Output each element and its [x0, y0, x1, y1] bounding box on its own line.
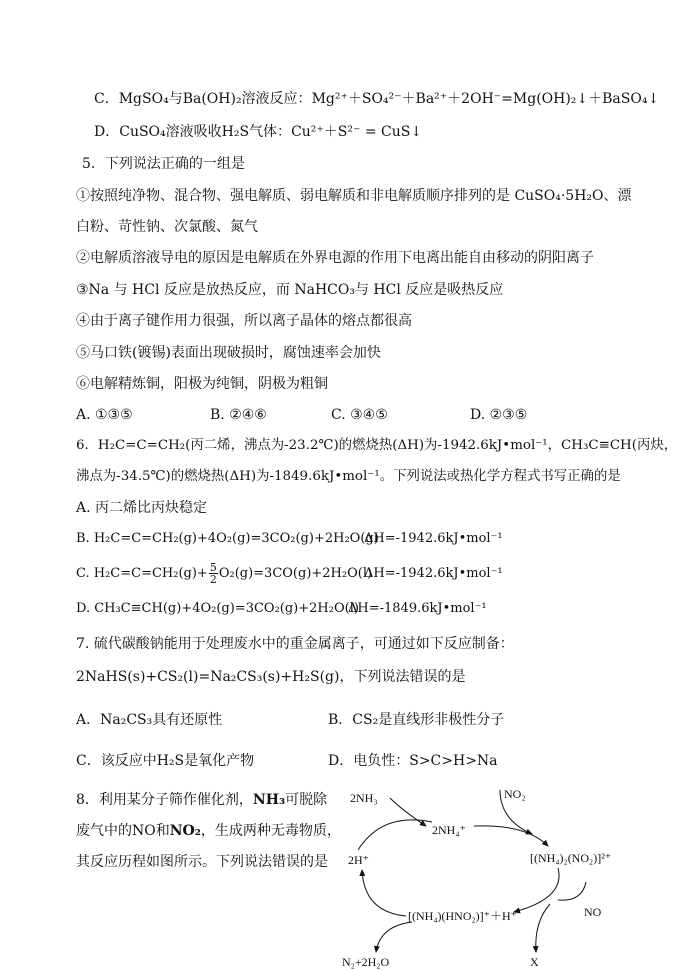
label-h-plus: 2H⁺ [348, 853, 369, 867]
q5-statement-4: ④由于离子键作用力很强，所以离子晶体的熔点都很高 [76, 313, 412, 329]
q4-d-equation: Cu²⁺＋S²⁻ = CuS↓ [291, 124, 423, 140]
label-complex1: [(NH₄)₂(NO₂)]²⁺ [530, 851, 612, 865]
q7-stem: 7. 硫代碳酸钠能用于处理废水中的重金属离子，可通过如下反应制备： [76, 636, 514, 652]
q8-stem-nh3: NH₃ [252, 792, 286, 808]
label-x: X [530, 955, 539, 969]
q4-c-equation: Mg²⁺＋SO₄²⁻＋Ba²⁺＋2OH⁻=Mg(OH)₂↓＋BaSO₄↓ [311, 91, 660, 107]
label-products: N₂+2H₂O [342, 955, 390, 969]
q7-equation: 2NaHS(s)+CS₂(l)=Na₂CS₃(s)+H₂S(g) [76, 669, 340, 685]
q4-option-c [94, 89, 659, 109]
q6-option-c-left: C. H₂C=C=CH₂(g)+ [76, 566, 208, 581]
q5-statement-3: ③Na 与 HCl 反应是放热反应，而 NaHCO₃与 HCl 反应是吸热反应 [76, 282, 504, 298]
q8-stem-line2-c: ，生成两种无毒物质， [200, 823, 341, 839]
q6-option-c-dh: ΔH=-1942.6kJ•mol⁻¹ [364, 566, 503, 581]
fraction-denominator: 2 [209, 573, 217, 586]
arrow-products-out [376, 922, 412, 952]
q5-statement-1b: 白粉、苛性钠、次氯酸、氮气 [76, 219, 258, 235]
q6-option-c-right: O₂(g)=3CO(g)+2H₂O(l) [218, 566, 373, 581]
q6-option-c [76, 562, 372, 586]
q7-option-a: A．Na₂CS₃具有还原性 [76, 712, 223, 728]
q5-statement-6: ⑥电解精炼铜，阳极为纯铜，阴极为粗铜 [76, 376, 328, 392]
q4-c-reaction-text: MgSO₄与Ba(OH)₂溶液反应： [118, 91, 312, 107]
q7-option-b: B．CS₂是直线形非极性分子 [328, 712, 505, 728]
q5-option-a: A. ①③⑤ [76, 407, 133, 423]
reaction-cycle-diagram [336, 772, 636, 971]
q5-option-b: B. ②④⑥ [210, 407, 267, 423]
q8-stem-line1 [76, 790, 327, 810]
q8-stem-line1-c: 可脱除 [285, 792, 328, 808]
q6-stem-line2: 沸点为-34.5℃)的燃烧热(ΔH)为-1849.6kJ•mol⁻¹。下列说法或热化学方程式书写正确的是 [76, 469, 621, 484]
label-no2: NO₂ [504, 787, 526, 801]
q5-option-c: C. ③④⑤ [331, 407, 388, 423]
q6-option-b-dh: ΔH=-1942.6kJ•mol⁻¹ [364, 531, 503, 546]
label-nh4: 2NH₄⁺ [432, 823, 466, 837]
label-nh3: 2NH₃ [350, 791, 378, 805]
arrow-left-arc [362, 870, 406, 916]
fraction-five-halves [209, 562, 218, 585]
q5-option-d: D. ②③⑤ [470, 407, 528, 423]
q6-option-d: D. CH₃C≡CH(g)+4O₂(g)=3CO₂(g)+2H₂O(l) [76, 601, 359, 616]
q8-stem-line1-a: 8．利用某分子筛作催化剂， [76, 792, 253, 808]
q8-stem-line2-a: 废气中的NO和 [76, 823, 170, 839]
q7-option-d: D．电负性：S>C>H>Na [328, 753, 498, 769]
q6-option-b: B. H₂C=C=CH₂(g)+4O₂(g)=3CO₂(g)+2H₂O(g) [76, 531, 379, 546]
q4-option-d [94, 122, 422, 142]
q4-d-reaction-text: CuSO₄溶液吸收H₂S气体： [119, 124, 292, 140]
label-complex2: [(NH₄)(HNO₂)]⁺＋H⁺ [408, 909, 518, 923]
q7-equation-tail: ，下列说法错误的是 [339, 669, 466, 685]
q5-statement-2: ②电解质溶液导电的原因是电解质在外界电源的作用下电离出能自由移动的阴阳离子 [76, 250, 594, 266]
arrow-right-arc [514, 868, 559, 912]
q4-c-prefix: C． [94, 91, 119, 107]
label-no: NO [584, 905, 602, 919]
q6-option-a: A. 丙二烯比丙炔稳定 [76, 500, 208, 516]
fraction-numerator: 5 [209, 561, 217, 574]
q5-statement-5: ⑤马口铁(镀锡)表面出现破损时，腐蚀速率会加快 [76, 345, 381, 361]
arrow-x-out [536, 904, 550, 952]
q6-stem-line1: 6．H₂C=C=CH₂(丙二烯，沸点为-23.2℃)的燃烧热(ΔH)为-1942.6kJ•mol⁻¹，CH₃C≡CH(丙炔， [76, 438, 678, 453]
arrow-no-in [558, 882, 586, 900]
q8-stem-line2 [76, 821, 341, 841]
q5-stem: 5．下列说法正确的一组是 [82, 156, 245, 172]
q6-option-d-dh: ΔH=-1849.6kJ•mol⁻¹ [348, 601, 487, 616]
q8-stem-line3: 其反应历程如图所示。下列说法错误的是 [76, 854, 328, 870]
q7-option-c: C．该反应中H₂S是氧化产物 [76, 753, 255, 769]
q8-stem-no2: NO₂ [169, 823, 201, 839]
q7-equation-line [76, 667, 465, 687]
q4-d-prefix: D． [94, 124, 120, 140]
q5-statement-1a: ①按照纯净物、混合物、强电解质、弱电解质和非电解质顺序排列的是 CuSO₄·5H₂O、漂 [76, 188, 632, 204]
